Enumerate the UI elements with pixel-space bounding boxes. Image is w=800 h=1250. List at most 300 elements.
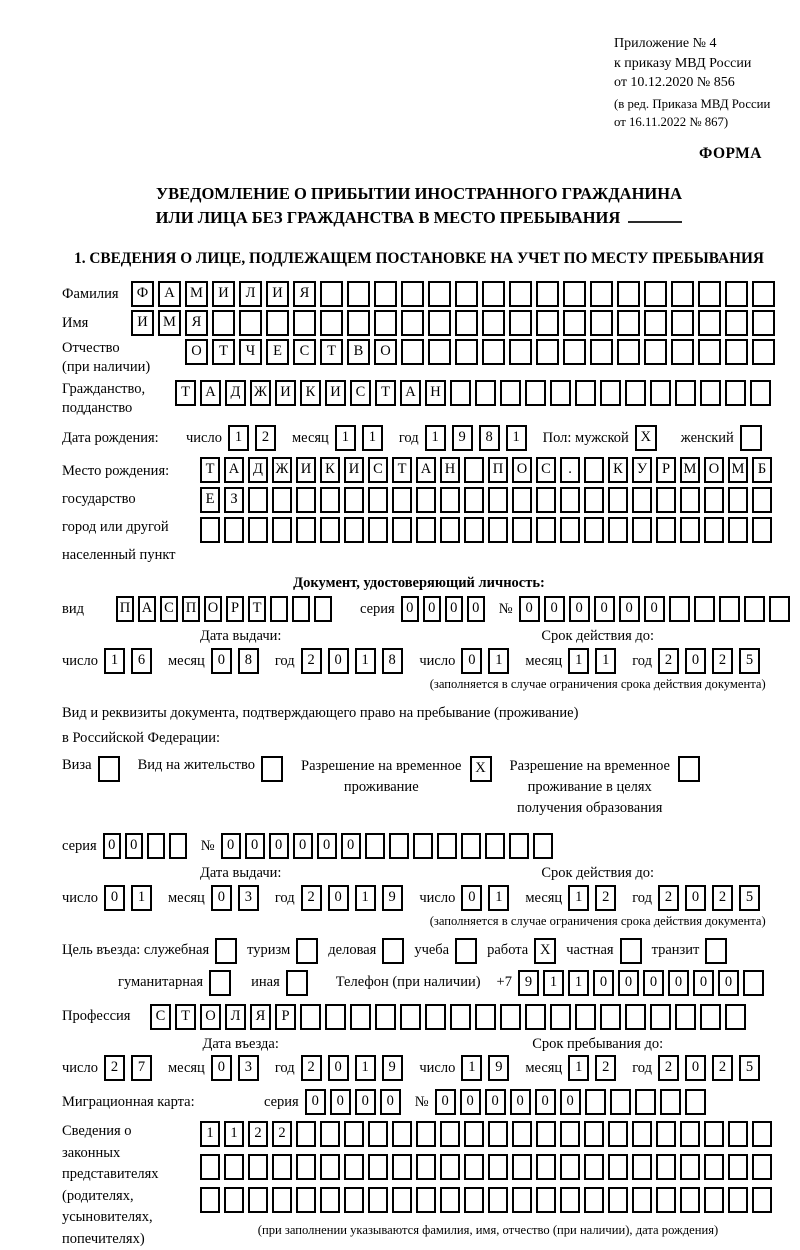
char-cell [368,517,388,543]
appendix-block [614,34,776,132]
purpose-humanitarian-checkbox [209,970,231,996]
char-cell: 0 [104,885,125,911]
permit-issue-month-boxes [211,885,265,911]
char-cell [450,380,471,406]
char-cell [752,339,775,365]
birthplace-row-2-boxes [200,487,776,513]
char-cell [584,1187,604,1213]
char-cell [347,310,370,336]
purpose-study-label: учеба [414,942,450,959]
char-cell [585,1089,606,1115]
edu-permit-label-line-2: проживание в целях [527,779,652,796]
char-cell [700,1004,721,1030]
char-cell: 0 [328,648,349,674]
char-cell [563,339,586,365]
char-cell [416,1121,436,1147]
birth-date-label: Дата рождения: [62,430,159,447]
char-cell [656,487,676,513]
char-cell: 0 [103,833,121,859]
char-cell: 0 [544,596,565,622]
doc-expiry-day-boxes [461,648,515,674]
char-cell: 2 [658,648,679,674]
char-cell [200,1187,220,1213]
char-cell [656,1154,676,1180]
char-cell [563,310,586,336]
sex-female-label: женский [680,430,734,447]
revision-line-2: от 16.11.2022 № 867) [614,114,729,129]
char-cell [590,339,613,365]
char-cell: 0 [460,1089,481,1115]
char-cell [455,339,478,365]
char-cell [625,380,646,406]
birthplace-row-1-boxes [200,457,776,483]
char-cell [464,457,484,483]
purpose-work-checkbox [534,938,556,964]
char-cell: 0 [435,1089,456,1115]
representatives-label-line-6: попечителях) [62,1230,145,1247]
char-cell [680,1154,700,1180]
char-cell [482,281,505,307]
char-cell: С [536,457,556,483]
birthplace-block [62,457,776,569]
char-cell [728,487,748,513]
char-cell [224,517,244,543]
purpose-transit-checkbox [705,938,727,964]
char-cell [617,339,640,365]
char-cell: 0 [644,596,665,622]
char-cell [450,1004,471,1030]
char-cell [296,1121,316,1147]
representatives-label-line-2: законных [62,1144,121,1161]
char-cell [440,487,460,513]
phone-label: Телефон (при наличии) [335,974,481,991]
char-cell [368,1154,388,1180]
char-cell: М [185,281,208,307]
char-cell [375,1004,396,1030]
char-cell: 0 [330,1089,351,1115]
year-label: год [632,1059,652,1076]
char-cell: 0 [685,885,706,911]
birth-year-boxes [425,425,533,451]
name-label: Имя [62,314,89,331]
identity-doc-dates [62,627,776,692]
char-cell: 2 [301,648,322,674]
char-cell: 0 [594,596,615,622]
char-cell: 1 [568,885,589,911]
char-cell: 0 [593,970,614,996]
char-cell [401,339,424,365]
char-cell: И [131,310,154,336]
char-cell: 0 [341,833,361,859]
birthplace-row-3-boxes [200,517,776,543]
purpose-transit-label: транзит [651,942,700,959]
stay-until-line [419,1055,776,1081]
char-cell: 0 [619,596,640,622]
char-cell: Б [752,457,772,483]
char-cell: 0 [461,648,482,674]
stay-day-boxes [461,1055,515,1081]
citizenship-label [62,380,175,418]
char-cell [200,517,220,543]
char-cell [440,1187,460,1213]
char-cell: С [160,596,178,622]
char-cell: 0 [685,648,706,674]
phone-prefix: +7 [496,974,512,991]
char-cell: Л [239,281,262,307]
form-title-line-2-text: ИЛИ ЛИЦА БЕЗ ГРАЖДАНСТВА В МЕСТО ПРЕБЫВАНИЯ [155,208,621,228]
char-cell: 8 [238,648,259,674]
char-cell [675,380,696,406]
char-cell: 0 [618,970,639,996]
char-cell [704,487,724,513]
char-cell [560,1187,580,1213]
char-cell: 0 [305,1089,326,1115]
birthplace-boxes-col [200,457,776,543]
char-cell [536,517,556,543]
char-cell: 1 [461,1055,482,1081]
day-label: число [419,652,456,669]
char-cell [728,1121,748,1147]
char-cell [482,310,505,336]
char-cell: 0 [401,596,419,622]
month-label: месяц [167,652,205,669]
char-cell [584,487,604,513]
char-cell: 1 [355,648,376,674]
char-cell [272,1187,292,1213]
char-cell: 2 [658,885,679,911]
char-cell: Н [425,380,446,406]
permit-expiry-date-col [419,864,776,929]
char-cell: 1 [228,425,249,451]
char-cell [744,596,765,622]
char-cell: 2 [595,885,616,911]
char-cell [248,517,268,543]
representatives-row-3-boxes [200,1187,776,1213]
char-cell [512,517,532,543]
char-cell [475,1004,496,1030]
char-cell: К [320,457,340,483]
representatives-row-1-boxes [200,1121,776,1147]
representatives-labels [62,1121,200,1250]
char-cell [368,487,388,513]
char-cell [416,1187,436,1213]
char-cell [392,1121,412,1147]
char-cell: Р [226,596,244,622]
char-cell [719,596,740,622]
migcard-series-label: серия [264,1093,299,1110]
birth-day-boxes [228,425,282,451]
char-cell [272,487,292,513]
char-cell: Д [225,380,246,406]
char-cell [536,1154,556,1180]
patronymic-label [62,339,185,377]
char-cell [368,1187,388,1213]
year-label: год [398,430,419,447]
char-cell: 0 [380,1089,401,1115]
char-cell [725,380,746,406]
visa-checkbox [98,756,120,782]
char-cell [488,487,508,513]
char-cell: 1 [568,970,589,996]
char-cell [325,1004,346,1030]
char-cell [560,1121,580,1147]
char-cell: 2 [712,648,733,674]
doc-expiry-note: (заполняется в случае ограничения срока действия документа) [429,677,766,692]
residence-permit-checkbox [261,756,283,782]
month-label: месяц [525,889,563,906]
doc-expiry-year-boxes [658,648,766,674]
char-cell: 1 [224,1121,244,1147]
char-cell [752,1121,772,1147]
char-cell [169,833,187,859]
char-cell [575,380,596,406]
doc-number-boxes [519,596,794,622]
char-cell: Н [440,457,460,483]
representatives-label-line-3: представителях [62,1166,159,1183]
char-cell: 2 [248,1121,268,1147]
permit-expiry-year-boxes [658,885,766,911]
char-cell: 1 [506,425,527,451]
residence-doc-line-1: Вид и реквизиты документа, подтверждающего право на пребывание (проживание) [62,704,579,721]
char-cell: 0 [355,1089,376,1115]
char-cell: 7 [131,1055,152,1081]
char-cell [344,1187,364,1213]
char-cell [296,517,316,543]
char-cell [680,1121,700,1147]
char-cell: 1 [104,648,125,674]
char-cell [300,1004,321,1030]
temp-permit-checkbox [470,756,492,782]
char-cell [600,380,621,406]
char-cell: К [608,457,628,483]
char-cell: И [266,281,289,307]
char-cell [725,339,748,365]
char-cell [584,457,604,483]
char-cell [374,281,397,307]
char-cell [272,517,292,543]
char-cell [320,310,343,336]
char-cell [401,281,424,307]
char-cell [671,281,694,307]
char-cell [536,310,559,336]
edu-permit-label [510,756,670,819]
char-cell: А [200,380,221,406]
char-cell: С [350,380,371,406]
title-underline [628,221,682,223]
char-cell: З [224,487,244,513]
char-cell: 1 [200,1121,220,1147]
birthplace-label-line-4: населенный пункт [62,547,176,564]
char-cell [608,1154,628,1180]
entry-year-boxes [301,1055,409,1081]
day-label: число [62,652,98,669]
stay-until-title: Срок пребывания до: [532,1035,664,1052]
char-cell: 1 [595,648,616,674]
doc-kind-label: вид [62,600,84,617]
char-cell: Т [375,380,396,406]
char-cell: 8 [382,648,403,674]
entry-month-boxes [211,1055,265,1081]
char-cell [440,517,460,543]
doc-issue-date-line [62,648,419,674]
char-cell [401,310,424,336]
char-cell: И [275,380,296,406]
char-cell [752,281,775,307]
char-cell [536,339,559,365]
char-cell: 9 [518,970,539,996]
edu-permit-label-line-3: получения образования [517,800,663,817]
form-title-line-2 [62,206,776,231]
char-cell [560,487,580,513]
char-cell [590,310,613,336]
birthplace-label-line-3: город или другой [62,519,169,536]
char-cell [365,833,385,859]
profession-label: Профессия [62,1008,131,1025]
char-cell [488,517,508,543]
representatives-block [62,1121,776,1250]
char-cell: И [296,457,316,483]
char-cell [224,1187,244,1213]
edu-permit-label-line-1: Разрешение на временное [509,758,670,775]
char-cell [344,487,364,513]
form-title [62,182,776,232]
purpose-tourism-label: туризм [247,942,291,959]
char-cell [632,517,652,543]
char-cell [698,310,721,336]
char-cell [272,1154,292,1180]
char-cell: О [185,339,208,365]
char-cell [482,339,505,365]
purpose-study-checkbox [455,938,477,964]
char-cell [705,938,727,964]
char-cell [725,281,748,307]
char-cell: 0 [423,596,441,622]
char-cell [461,833,481,859]
char-cell: Ж [272,457,292,483]
char-cell [344,1121,364,1147]
residence-doc-paragraph [62,701,776,752]
representatives-label-line-5: усыновителях, [62,1209,153,1226]
birthplace-label-line-2: государство [62,491,136,508]
char-cell [344,517,364,543]
sex-male-label: Пол: мужской [542,430,629,447]
permit-series-row [62,833,776,859]
char-cell: 5 [739,1055,760,1081]
char-cell: 0 [535,1089,556,1115]
char-cell: 2 [301,1055,322,1081]
year-label: год [274,652,295,669]
char-cell: 9 [488,1055,509,1081]
char-cell [392,1154,412,1180]
char-cell [425,1004,446,1030]
char-cell [694,596,715,622]
char-cell [769,596,790,622]
appendix-line-2: к приказу МВД России [614,55,752,71]
char-cell [610,1089,631,1115]
char-cell: Ч [239,339,262,365]
char-cell [650,1004,671,1030]
char-cell: К [300,380,321,406]
phone-boxes [518,970,768,996]
birth-month-boxes [335,425,389,451]
entry-day-boxes [104,1055,158,1081]
char-cell [500,380,521,406]
year-label: год [632,889,652,906]
char-cell: 1 [362,425,383,451]
char-cell [536,1187,556,1213]
permit-dates [62,864,776,929]
char-cell: С [293,339,316,365]
purpose-official-checkbox [215,938,237,964]
char-cell [98,756,120,782]
char-cell: 1 [425,425,446,451]
char-cell: 0 [718,970,739,996]
char-cell: 9 [452,425,473,451]
birthplace-labels [62,457,200,569]
day-label: число [62,1059,98,1076]
char-cell: М [158,310,181,336]
char-cell [575,1004,596,1030]
char-cell [725,1004,746,1030]
char-cell [752,1154,772,1180]
char-cell: Т [392,457,412,483]
char-cell: С [150,1004,171,1030]
permit-issue-date-line [62,885,419,911]
char-cell [671,339,694,365]
char-cell [675,1004,696,1030]
char-cell: 1 [488,885,509,911]
char-cell: 2 [301,885,322,911]
char-cell: П [182,596,200,622]
month-label: месяц [167,889,205,906]
char-cell [632,1187,652,1213]
char-cell: С [368,457,388,483]
char-cell: И [344,457,364,483]
month-label: месяц [167,1059,205,1076]
char-cell [212,310,235,336]
doc-series-boxes [401,596,489,622]
char-cell [509,339,532,365]
representatives-boxes-col [200,1121,776,1238]
char-cell [632,1121,652,1147]
purpose-private-label: частная [566,942,614,959]
char-cell [248,487,268,513]
migration-card-label: Миграционная карта: [62,1093,195,1110]
char-cell [428,281,451,307]
char-cell [512,1121,532,1147]
char-cell [374,310,397,336]
char-cell: Л [225,1004,246,1030]
char-cell [635,1089,656,1115]
char-cell [400,1004,421,1030]
char-cell [704,517,724,543]
char-cell [382,938,404,964]
char-cell [728,517,748,543]
month-label: месяц [525,1059,563,1076]
char-cell: 0 [560,1089,581,1115]
year-label: год [274,889,295,906]
char-cell: 3 [238,1055,259,1081]
doc-kind-boxes [116,596,336,622]
char-cell [320,281,343,307]
temp-permit-label-line-2: проживание [343,779,419,796]
char-cell [698,339,721,365]
char-cell [428,310,451,336]
char-cell [608,1121,628,1147]
char-cell [608,517,628,543]
char-cell [740,425,762,451]
char-cell [224,1154,244,1180]
